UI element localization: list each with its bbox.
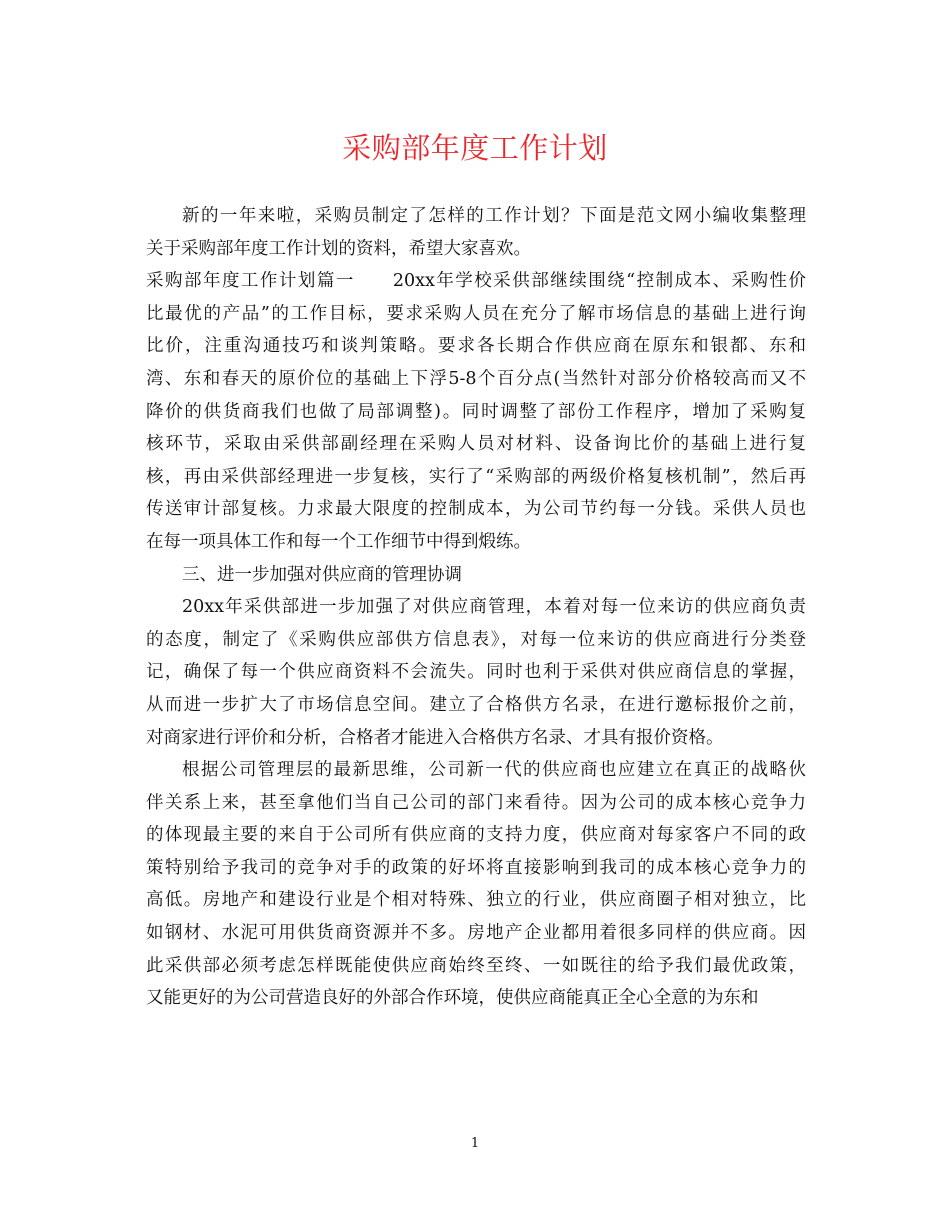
document-body bbox=[146, 200, 806, 1015]
paragraph-line: 核环节，采取由采供部副经理在采购人员对材料、设备询比价的基础上进行复 bbox=[146, 434, 806, 455]
paragraph-line: 湾、东和春天的原价位的基础上下浮5-8个百分点(当然针对部分价格较高而又不 bbox=[146, 368, 806, 389]
paragraph-line: 根据公司管理层的最新思维，公司新一代的供应商也应建立在真正的战略伙 bbox=[182, 760, 806, 781]
paragraph-line: 从而进一步扩大了市场信息空间。建立了合格供方名录，在进行邀标报价之前， bbox=[146, 694, 806, 715]
paragraph-line: 高低。房地产和建设行业是个相对特殊、独立的行业，供应商圈子相对独立，比 bbox=[146, 890, 806, 911]
paragraph-line: 此采供部必须考虑怎样既能使供应商始终至终、一如既往的给予我们最优政策， bbox=[146, 955, 806, 976]
paragraph-line: 如钢材、水泥可用供货商资源并不多。房地产企业都用着很多同样的供应商。因 bbox=[146, 923, 806, 944]
paragraph-line: 对商家进行评价和分析，合格者才能进入合格供方名录、才具有报价资格。 bbox=[146, 727, 724, 748]
paragraph-line: 三、进一步加强对供应商的管理协调 bbox=[182, 564, 462, 585]
paragraph-line: 20xx年采供部进一步加强了对供应商管理，本着对每一位来访的供应商负责 bbox=[182, 597, 806, 618]
paragraph-line: 比价，注重沟通技巧和谈判策略。要求各长期合作供应商在原东和银都、东和 bbox=[146, 336, 806, 357]
paragraph-line: 又能更好的为公司营造良好的外部合作环境，使供应商能真正全心全意的为东和 bbox=[146, 988, 759, 1009]
paragraph-line: 伴关系上来，甚至拿他们当自己公司的部门来看待。因为公司的成本核心竞争力 bbox=[146, 792, 806, 813]
paragraph-line: 记，确保了每一个供应商资料不会流失。同时也利于采供对供应商信息的掌握， bbox=[146, 662, 806, 683]
paragraph-line: 传送审计部复核。力求最大限度的控制成本，为公司节约每一分钱。采供人员也 bbox=[146, 499, 806, 520]
paragraph-line: 采购部年度工作计划篇一 20xx年学校采供部继续围绕“控制成本、采购性价 bbox=[146, 271, 806, 292]
document-title: 采购部年度工作计划 bbox=[342, 131, 608, 165]
paragraph-line: 比最优的产品”的工作目标，要求采购人员在充分了解市场信息的基础上进行询 bbox=[146, 303, 806, 324]
paragraph-line: 新的一年来啦，采购员制定了怎样的工作计划？下面是范文网小编收集整理 bbox=[182, 206, 806, 226]
paragraph-line: 关于采购部年度工作计划的资料，希望大家喜欢。 bbox=[146, 238, 531, 259]
paragraph-line: 在每一项具体工作和每一个工作细节中得到煅练。 bbox=[146, 531, 531, 552]
paragraph-line: 的体现最主要的来自于公司所有供应商的支持力度，供应商对每家客户不同的政 bbox=[146, 825, 806, 846]
page-number: 1 bbox=[470, 1136, 480, 1151]
paragraph-line: 核，再由采供部经理进一步复核，实行了“采购部的两级价格复核机制”，然后再 bbox=[146, 466, 806, 487]
paragraph-line: 策特别给予我司的竞争对手的政策的好坏将直接影响到我司的成本核心竞争力的 bbox=[146, 857, 806, 878]
paragraph-line: 降价的供货商我们也做了局部调整)。同时调整了部份工作程序，增加了采购复 bbox=[146, 401, 806, 422]
paragraph-line: 的态度，制定了《采购供应部供方信息表》，对每一位来访的供应商进行分类登 bbox=[146, 629, 806, 650]
